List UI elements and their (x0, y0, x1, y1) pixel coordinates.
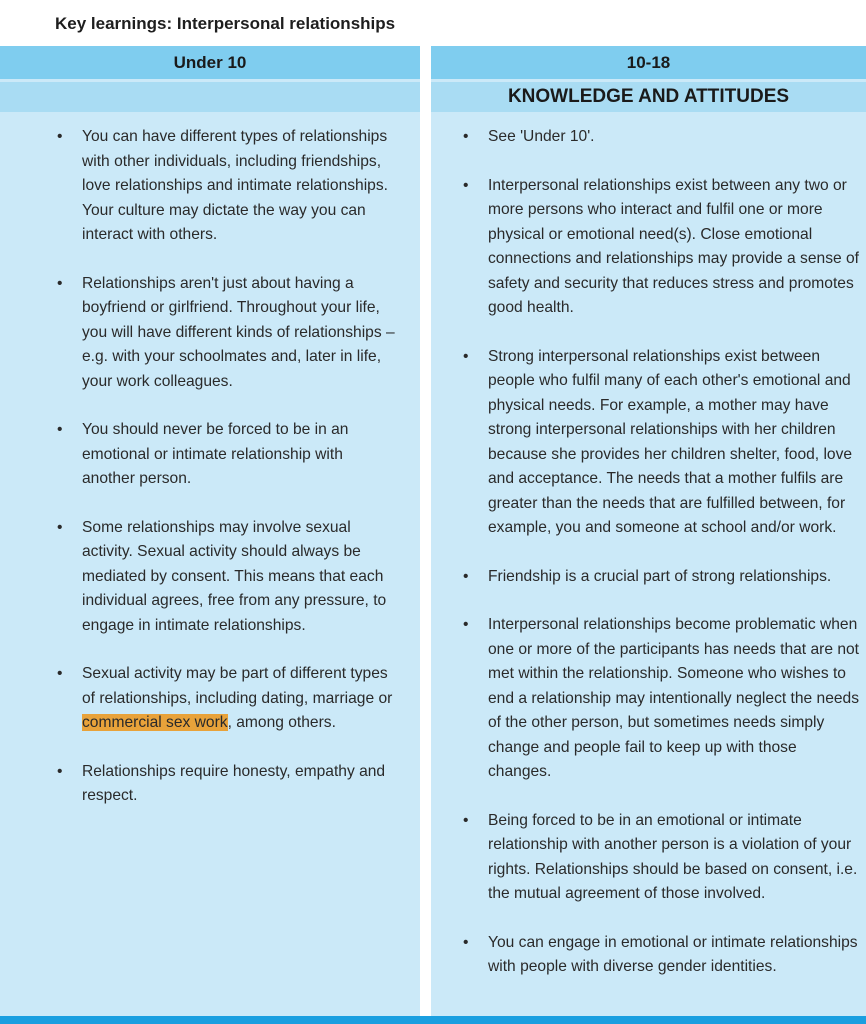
list-item-text: Being forced to be in an emotional or intimate relationship with another person is a violation of your rights. Relationships should be based on consent, i.e. the mutual agreement of those involved. (488, 811, 858, 902)
list-item-text: Friendship is a crucial part of strong relationships. (488, 567, 832, 585)
bullet-icon: • (463, 567, 469, 585)
list-item (463, 174, 860, 321)
under-10-header: Under 10 (0, 46, 420, 79)
10-18-list (463, 125, 860, 1004)
highlighted-text: commercial sex work (82, 714, 228, 731)
bullet-icon: • (57, 518, 63, 536)
bullet-icon: • (57, 128, 63, 145)
bullet-icon: • (463, 176, 469, 194)
list-item-text: See 'Under 10'. (488, 128, 595, 145)
list-item (57, 516, 400, 639)
list-item (463, 565, 860, 590)
list-item (463, 125, 860, 150)
under-10-list (57, 125, 400, 833)
list-item (57, 418, 400, 492)
bullet-icon: • (463, 933, 469, 951)
bullet-icon: • (463, 128, 469, 145)
list-item (57, 125, 400, 248)
bullet-icon: • (57, 762, 63, 780)
bullet-icon: • (57, 665, 63, 682)
knowledge-attitudes-subheader: KNOWLEDGE AND ATTITUDES (431, 82, 866, 112)
bullet-icon: • (463, 811, 469, 829)
list-item-text: You can engage in emotional or intimate relationships with people with diverse gender identities. (488, 933, 858, 975)
list-item-text: Relationships aren't just about having a boyfriend or girlfriend. Throughout your life, you will have different kinds of relationships – e.g. with your schoolmates and, later in life, your work colleagues. (82, 274, 395, 390)
list-item-text: Interpersonal relationships become problematic when one or more of the participants has needs that are not met within the relationship. Someone who wishes to end a relationship may intentionally neglect the needs of the other person, but sometimes needs simply change and people fail to keep up with those changes. (488, 616, 860, 780)
list-item-text: You should never be forced to be in an emotional or intimate relationship with another person. (82, 421, 349, 487)
list-item (57, 662, 400, 736)
under-10-subheader (0, 82, 420, 112)
list-item-text: Some relationships may involve sexual activity. Sexual activity should always be mediated by consent. This means that each individual agrees, free from any pressure, to engage in intimate relationships. (82, 518, 387, 634)
list-item-text: Sexual activity may be part of different types of relationships, including dating, marriage or (82, 665, 393, 707)
list-item (463, 613, 860, 785)
bullet-icon: • (463, 347, 469, 365)
list-item-text: Interpersonal relationships exist between any two or more persons who interact and fulfil one or more physical or emotional need(s). Close emotional connections and relationships may provide a sense of safety and security that reduces stress and promotes good health. (488, 176, 860, 316)
page-title: Key learnings: Interpersonal relationships (55, 14, 396, 33)
bullet-icon: • (57, 421, 63, 438)
list-item (463, 345, 860, 541)
10-18-header: 10-18 (431, 46, 866, 79)
list-item-text: You can have different types of relationships with other individuals, including friendships, love relationships and intimate relationships. Your culture may dictate the way you can interact with others. (82, 128, 388, 243)
bottom-bar (0, 1016, 866, 1024)
list-item-text: Relationships require honesty, empathy and respect. (82, 762, 386, 804)
list-item (463, 809, 860, 907)
list-item (57, 272, 400, 395)
list-item-text: , among others. (227, 714, 336, 731)
bullet-icon: • (57, 274, 63, 292)
bullet-icon: • (463, 616, 469, 633)
list-item (463, 931, 860, 980)
list-item (57, 760, 400, 809)
list-item-text: Strong interpersonal relationships exist between people who fulfil many of each other's emotional and physical needs. For example, a mother may have strong interpersonal relationships with her children because she provides her children shelter, food, love and acceptance. The needs that a mother fulfils are greater than the needs that are fulfilled between, for example, you and someone at school and/or work. (488, 347, 853, 536)
